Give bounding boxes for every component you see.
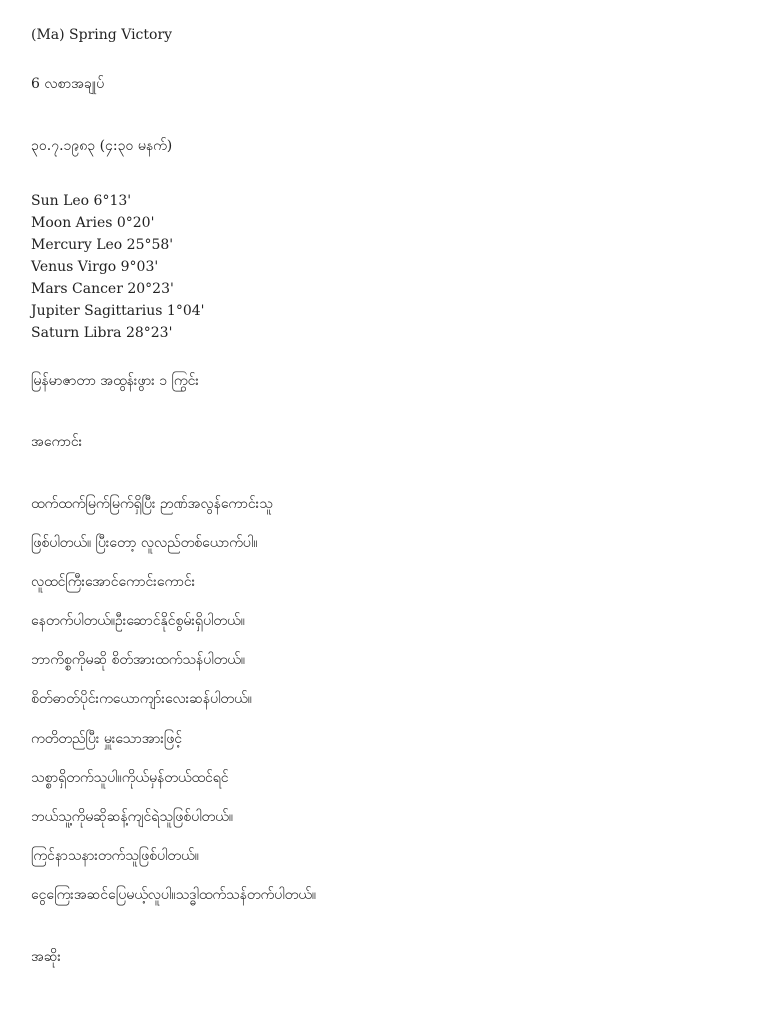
chart-date: ၃၀.၇.၁၉၈၃ (၄:၃၀ မနက်) — [31, 138, 173, 154]
good-heading: အကောင်း — [31, 434, 83, 450]
planet-saturn: Saturn Libra 28°23' — [31, 325, 173, 341]
planet-mercury: Mercury Leo 25°58' — [31, 237, 174, 253]
paragraph-line: ငွေကြေးအဆင်ပြေမယ့်လူပါ။သဒ္ဓါထက်သန်တက်ပါတယ်။ — [31, 887, 317, 903]
planet-mars: Mars Cancer 20°23' — [31, 281, 174, 297]
paragraph-line: ထက်ထက်မြက်မြက်ရှိပြီး ဉာဏ်အလွန်ကောင်းသူ — [31, 496, 273, 512]
document-subtitle: 6 လစာအချုပ် — [31, 76, 105, 92]
paragraph-line: ဖြစ်ပါတယ်။ ပြီးတော့ လူလည်တစ်ယောက်ပါ။ — [31, 535, 258, 551]
planet-moon: Moon Aries 0°20' — [31, 215, 155, 231]
paragraph-line: သစ္စာရှိတက်သူပါ။ကိုယ်မှန်တယ်ထင်ရင် — [31, 770, 229, 786]
paragraph-line: ဘယ်သူ့ကိုမဆိုဆန့်ကျင်ရဲသူဖြစ်ပါတယ်။ — [31, 809, 233, 825]
paragraph-line: ကြင်နာသနားတက်သူဖြစ်ပါတယ်။ — [31, 848, 199, 864]
bad-heading: အဆိုး — [31, 949, 61, 965]
paragraph-line: လူထင်ကြီးအောင်ကောင်းကောင်း — [31, 574, 196, 590]
paragraph-line: နေတက်ပါတယ်။ဦးဆောင်နိုင်စွမ်းရှိပါတယ်။ — [31, 613, 245, 629]
document-title: (Ma) Spring Victory — [31, 27, 173, 43]
paragraph-line: စိတ်ဓာတ်ပိုင်းကယောကျာ်းလေးဆန်ပါတယ်။ — [31, 691, 252, 707]
section-heading: မြန်မာဇာတာ အထွန်းဖွား ၁ ကြွင်း — [31, 373, 199, 389]
paragraph-line: ကတိတည်ပြီး မှူးသောအားဖြင့် — [31, 731, 183, 747]
planet-jupiter: Jupiter Sagittarius 1°04' — [31, 303, 205, 319]
planet-venus: Venus Virgo 9°03' — [31, 259, 159, 275]
paragraph-line: ဘာကိစ္စကိုမဆို စိတ်အားထက်သန်ပါတယ်။ — [31, 652, 246, 668]
planet-sun: Sun Leo 6°13' — [31, 193, 132, 209]
